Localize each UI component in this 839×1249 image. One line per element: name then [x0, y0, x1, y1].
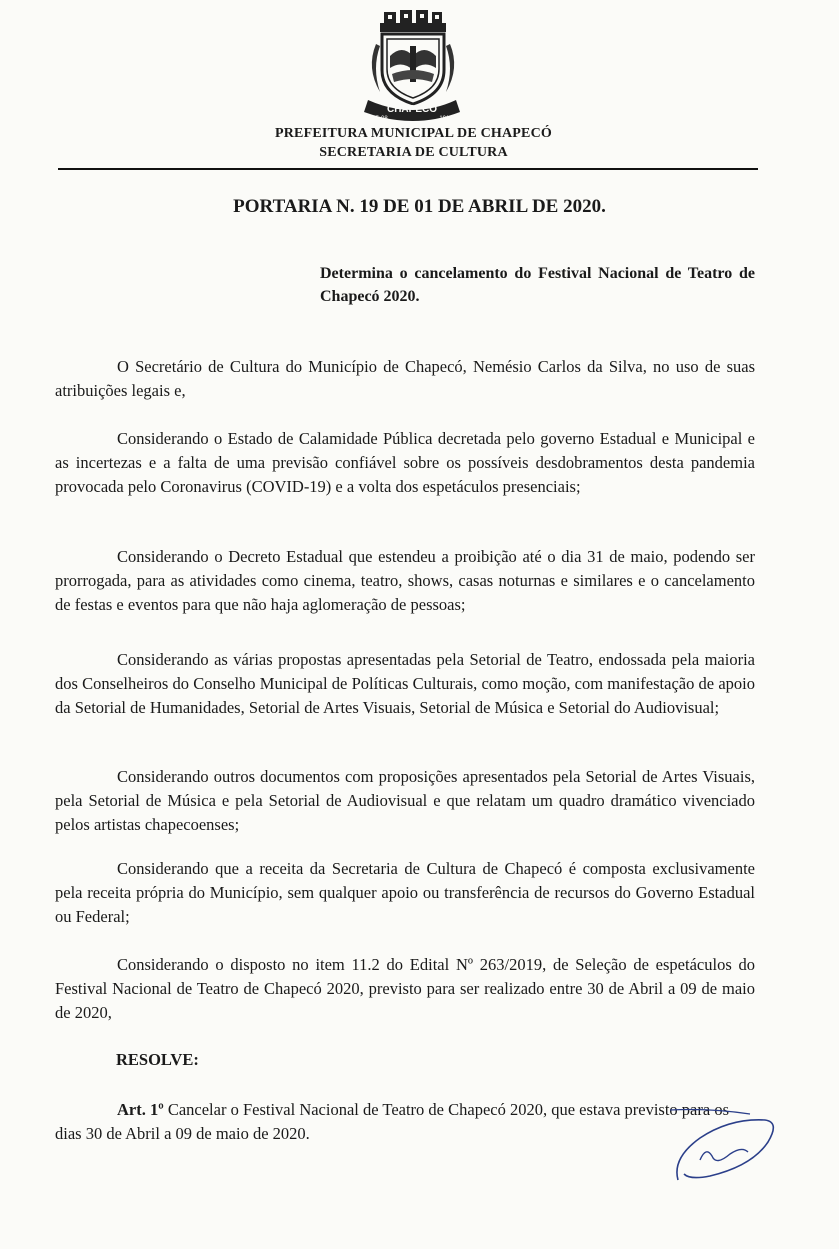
svg-text:1917: 1917: [439, 116, 453, 122]
paragraph-text: Considerando outros documentos com proposições apresentados pela Setorial de Artes Visuais, pela Setorial de Música e pela Setorial de Audiovisual e que relatam um quadro dramático vivenciado pelos artistas chapecoenses;: [55, 767, 755, 834]
resolve-heading: RESOLVE:: [116, 1050, 199, 1069]
preamble-paragraph: [55, 355, 755, 403]
article-1: [55, 1098, 755, 1146]
header-divider: [58, 168, 758, 170]
svg-text:CHAPECÓ: CHAPECÓ: [386, 104, 438, 115]
ementa-summary: Determina o cancelamento do Festival Nacional de Teatro de Chapecó 2020.: [320, 265, 755, 305]
page-title: PORTARIA N. 19 DE 01 DE ABRIL DE 2020.: [233, 196, 606, 217]
article-label: Art. 1º: [117, 1100, 164, 1119]
considerando-paragraph: [55, 857, 755, 929]
paragraph-text: O Secretário de Cultura do Município de Chapecó, Nemésio Carlos da Silva, no uso de suas atribuições legais e,: [55, 357, 755, 400]
paragraph-text: Considerando as várias propostas apresentadas pela Setorial de Teatro, endossada pela maioria dos Conselheiros do Conselho Municipal de Políticas Culturais, como moção, com manifestação de apoio da Setorial de Humanidades, Setorial de Artes Visuais, Setorial de Música e Setorial do Audiovisual;: [55, 650, 755, 717]
paragraph-text: Considerando o Estado de Calamidade Pública decretada pelo governo Estadual e Municipal e as incertezas e a falta de uma previsão confiável sobre os possíveis desdobramentos desta pandemia provocada pelo Coronavirus (COVID-19) e a volta dos espetáculos presenciais;: [55, 429, 755, 496]
signature-icon: [670, 1108, 780, 1188]
considerando-paragraph: [55, 427, 755, 499]
paragraph-text: Considerando o Decreto Estadual que estendeu a proibição até o dia 31 de maio, podendo ser prorrogada, para as atividades como cinema, teatro, shows, casas noturnas e similares e o cancelamento de festas e eventos para que não haja aglomeração de pessoas;: [55, 547, 755, 614]
article-text: Cancelar o Festival Nacional de Teatro de Chapecó 2020, que estava previsto para os dias 30 de Abril a 09 de maio de 2020.: [55, 1100, 729, 1143]
svg-text:25-08: 25-08: [372, 116, 388, 122]
considerando-paragraph: [55, 953, 755, 1025]
considerando-paragraph: [55, 648, 755, 720]
header-prefeitura: PREFEITURA MUNICIPAL DE CHAPECÓ: [274, 126, 552, 141]
considerando-paragraph: [55, 765, 755, 837]
paragraph-text: Considerando que a receita da Secretaria de Cultura de Chapecó é composta exclusivamente pela receita própria do Município, sem qualquer apoio ou transferência de recursos do Governo Estadual ou Federal;: [55, 859, 755, 926]
paragraph-text: Considerando o disposto no item 11.2 do Edital Nº 263/2019, de Seleção de espetáculos do Festival Nacional de Teatro de Chapecó 2020, previsto para ser realizado entre 30 de Abril a 09 de maio de 2020,: [55, 955, 755, 1022]
considerando-paragraph: [55, 545, 755, 617]
coat-of-arms-icon: [362, 8, 462, 126]
header-secretaria: SECRETARIA DE CULTURA: [319, 145, 508, 160]
